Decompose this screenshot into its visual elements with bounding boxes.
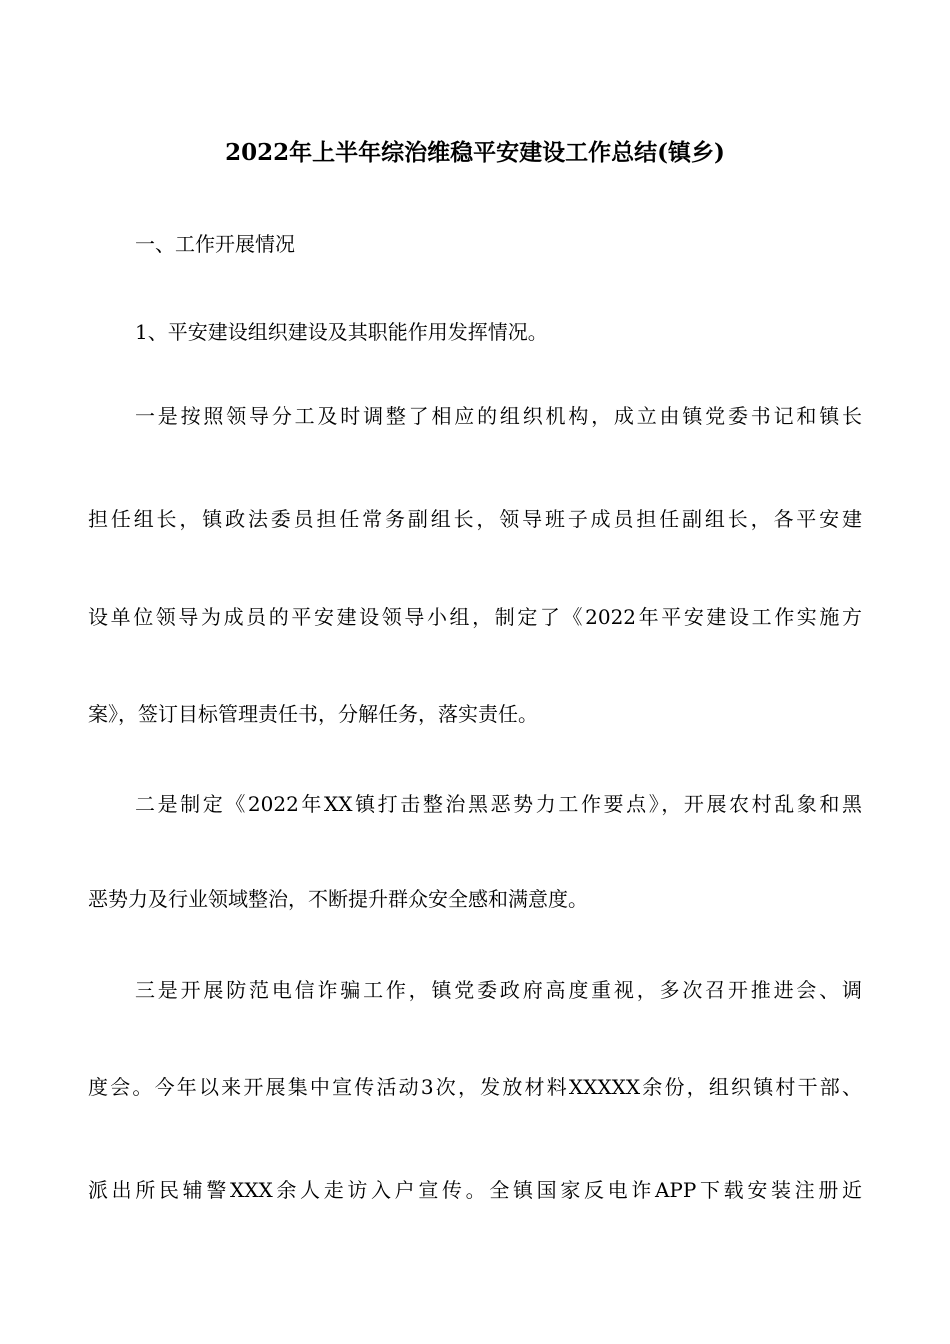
paragraph-line: 派出所民辅警XXX余人走访入户宣传。全镇国家反电诈APP下载安装注册近 [88, 1178, 862, 1202]
document-title: 2022年上半年综治维稳平安建设工作总结(镇乡) [225, 139, 725, 166]
paragraph-line: 案》，签订目标管理责任书，分解任务，落实责任。 [88, 702, 538, 726]
paragraph-line: 恶势力及行业领域整治，不断提升群众安全感和满意度。 [88, 887, 588, 911]
subsection-heading: 1、平安建设组织建设及其职能作用发挥情况。 [135, 320, 548, 344]
section-heading: 一、工作开展情况 [135, 232, 295, 256]
paragraph-line: 二是制定《2022年XX镇打击整治黑恶势力工作要点》，开展农村乱象和黑 [135, 792, 862, 816]
paragraph-line: 一是按照领导分工及时调整了相应的组织机构，成立由镇党委书记和镇长 [135, 404, 862, 428]
paragraph-line: 三是开展防范电信诈骗工作，镇党委政府高度重视，多次召开推进会、调 [135, 978, 862, 1002]
paragraph-line: 设单位领导为成员的平安建设领导小组，制定了《2022年平安建设工作实施方 [88, 605, 862, 629]
paragraph-line: 度会。今年以来开展集中宣传活动3次，发放材料XXXXX余份，组织镇村干部、 [88, 1075, 862, 1099]
paragraph-line: 担任组长，镇政法委员担任常务副组长，领导班子成员担任副组长，各平安建 [88, 507, 862, 531]
